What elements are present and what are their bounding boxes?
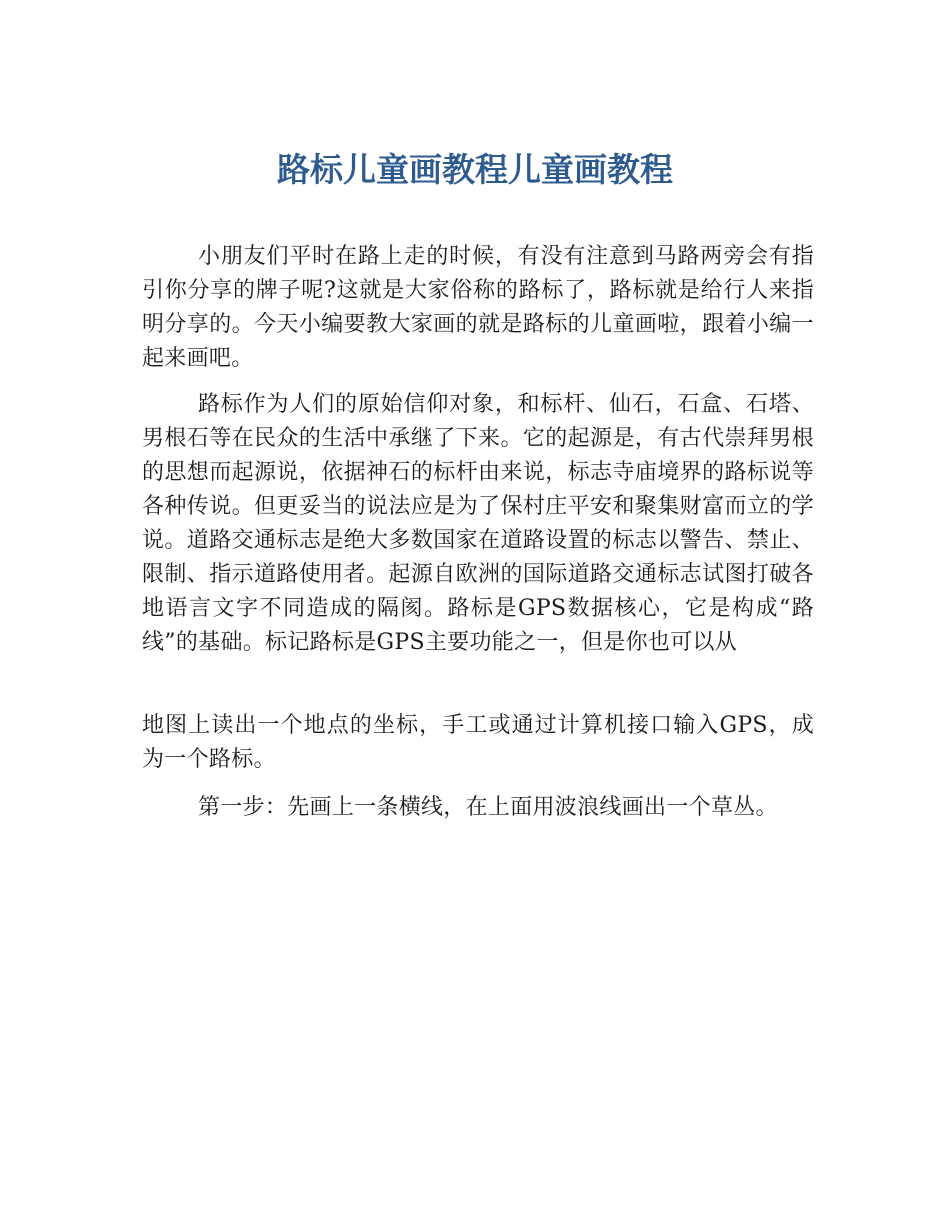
paragraph-step-one: 第一步：先画上一条横线，在上面用波浪线画出一个草丛。 [198, 795, 778, 820]
paragraph-intro: 小朋友们平时在路上走的时候，有没有注意到马路两旁会有指引你分享的牌子呢?这就是大家俗称的路标了，路标就是给行人来指明分享的。今天小编要教大家画的就是路标的儿童画啦，跟着小编一起来画吧。 [142, 244, 814, 371]
document-title: 路标儿童画教程儿童画教程 [277, 150, 673, 189]
paragraph-origin: 路标作为人们的原始信仰对象，和标杆、仙石，石盒、石塔、男根石等在民众的生活中承继了下来。它的起源是，有古代崇拜男根的思想而起源说，依据神石的标杆由来说，标志寺庙境界的路标说等各种传说。但更妥当的说法应是为了保村庄平安和聚集财富而立的学说。道路交通标志是绝大多数国家在道路设置的标志以警告、禁止、限制、指示道路使用者。起源自欧洲的国际道路交通标志试图打破各地语言文字不同造成的隔阂。路标是GPS数据核心，它是构成“路线”的基础。标记路标是GPS主要功能之一，但是你也可以从 [142, 392, 814, 655]
paragraph-continuation: 地图上读出一个地点的坐标，手工或通过计算机接口输入GPS，成为一个路标。 [142, 713, 814, 772]
